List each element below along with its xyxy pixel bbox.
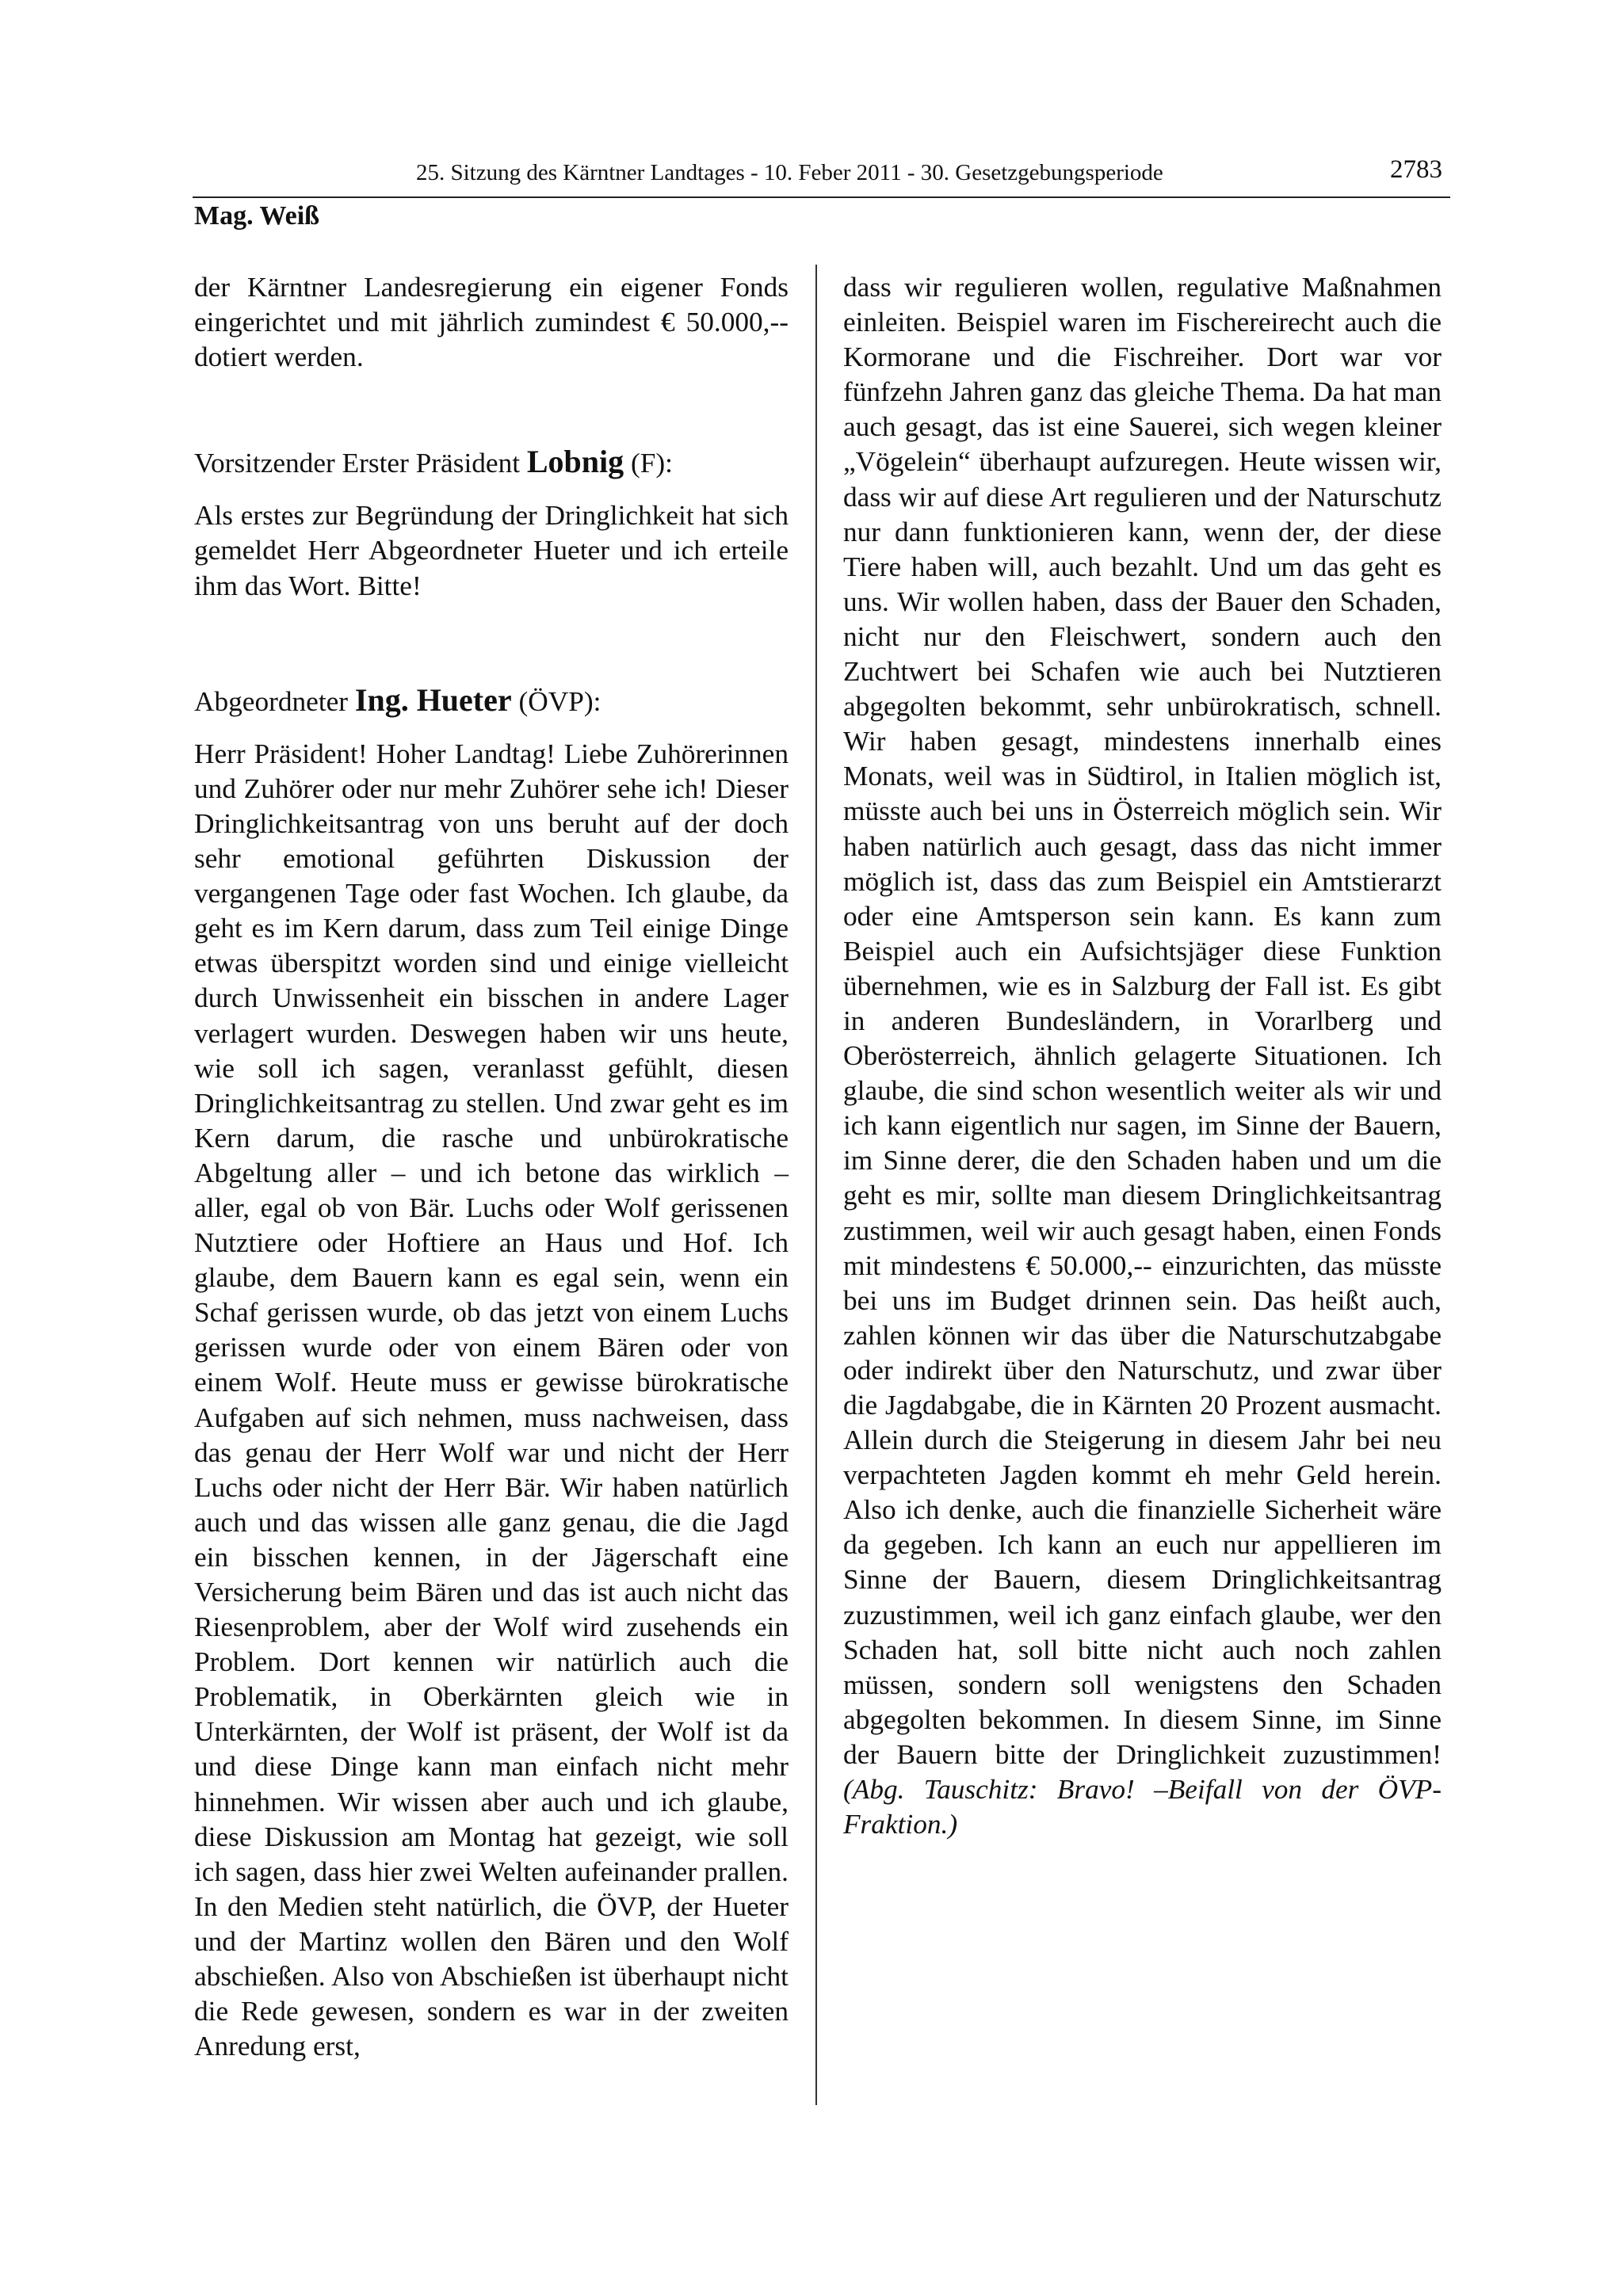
left-paragraph-3: Herr Präsident! Hoher Landtag! Liebe Zuhörerinnen und Zuhörer oder nur mehr Zuhörer sehe ich! Dieser Dringlichkeitsantrag von uns beruht auf der doch sehr emotional geführten Diskussion der vergangenen Tage oder fast Wochen. Ich glaube, da geht es im Kern darum, dass zum Teil einige Dinge etwas überspitzt worden sind und einige vielleicht durch Unwissenheit ein bisschen in andere Lager verlagert wurden. Deswegen haben wir uns heute, wie soll ich sagen, veranlasst gefühlt, diesen Dringlichkeitsantrag zu stellen. Und zwar geht es im Kern darum, die rasche und unbürokratische Abgeltung aller – und ich betone das wirklich – aller, egal ob von Bär. Luchs oder Wolf gerissenen Nutztiere oder Hoftiere an Haus und Hof. Ich glaube, dem Bauern kann es egal sein, wenn ein Schaf gerissen wurde, ob das jetzt von einem Luchs gerissen wurde oder von einem Bären oder von einem Wolf. Heute muss er gewisse bürokratische Aufgaben auf sich nehmen, muss nachweisen, dass das genau der Herr Wolf war und nicht der Herr Luchs oder nicht der Herr Bär. Wir haben natürlich auch und das wissen alle ganz genau, die die Jagd ein bisschen kennen, in der Jägerschaft eine Versicherung beim Bären und das ist auch nicht das Riesenproblem, aber der Wolf wird zusehends ein Problem. Dort kennen wir natürlich auch die Problematik, in Oberkärnten gleich wie in Unterkärnten, der Wolf ist präsent, der Wolf ist da und diese Dinge kann man einfach nicht mehr hinnehmen. Wir wissen aber auch und ich glaube, diese Diskussion am Montag hat gezeigt, wie soll ich sagen, dass hier zwei Welten aufeinander prallen. In den Medien steht natürlich, die ÖVP, der Hueter und der Martinz wollen den Bären und den Wolf abschießen. Also von Abschießen ist überhaupt nicht die Rede gewesen, sondern es war in der zweiten Anredung erst, — [194, 738, 789, 2062]
speaker-prefix: Vorsitzender Erster Präsident — [194, 448, 527, 479]
left-column — [194, 270, 789, 2064]
speaker-heading-hueter — [194, 683, 789, 719]
right-paragraph-text: dass wir regulieren wollen, regulative Maßnahmen einleiten. Beispiel waren im Fischereirecht auch die Kormorane und die Fischreiher. Dort war vor fünfzehn Jahren ganz das gleiche Thema. Da hat man auch gesagt, das ist eine Sauerei, sich wegen kleiner „Vögelein“ überhaupt aufzuregen. Heute wissen wir, dass wir auf diese Art regulieren und der Naturschutz nur dann funktionieren kann, wenn der, der diese Tiere haben will, auch bezahlt. Und um das geht es uns. Wir wollen haben, dass der Bauer den Schaden, nicht nur den Fleischwert, sondern auch den Zuchtwert bei Schafen wie auch bei Nutztieren abgegolten bekommt, sehr unbürokratisch, schnell. Wir haben gesagt, mindestens innerhalb eines Monats, weil was in Südtirol, in Italien möglich ist, müsste auch bei uns in Österreich möglich sein. Wir haben natürlich auch gesagt, dass das nicht immer möglich ist, dass das zum Beispiel ein Amtstierarzt oder eine Amtsperson sein kann. Es kann zum Beispiel auch ein Aufsichtsjäger diese Funktion übernehmen, wie es in Salzburg der Fall ist. Es gibt in anderen Bundesländern, in Vorarlberg und Oberösterreich, ähnlich gelagerte Situationen. Ich glaube, die sind schon wesentlich weiter als wir und ich kann eigentlich nur sagen, im Sinne der Bauern, im Sinne derer, die den Schaden haben und um die geht es mir, sollte man diesem Dringlichkeitsantrag zustimmen, weil wir auch gesagt haben, einen Fonds mit mindestens € 50.000,-- einzurichten, das müsste bei uns im Budget drinnen sein. Das heißt auch, zahlen können wir das über die Naturschutzabgabe oder indirekt über den Naturschutz, und zwar über die Jagdabgabe, die in Kärnten 20 Prozent ausmacht. Allein durch die Steigerung in diesem Jahr bei neu verpachteten Jagden kommt eh mehr Geld herein. Also ich denke, auch die finanzielle Sicherheit wäre da gegeben. Ich kann an euch nur appellieren im Sinne der Bauern, diesem Dringlichkeitsantrag zuzustimmen, weil ich ganz einfach glaube, wer den Schaden hat, soll bitte nicht auch noch zahlen müssen, sondern soll wenigstens den Schaden abgegolten bekommen. In diesem Sinne, im Sinne der Bauern bitte der Dringlichkeit zuzustimmen! — [843, 272, 1442, 1770]
speaker-suffix: (ÖVP): — [511, 685, 601, 717]
top-speaker-label: Mag. Weiß — [194, 201, 320, 231]
speaker-prefix: Abgeordneter — [194, 685, 355, 717]
header-title: 25. Sitzung des Kärntner Landtages - 10. Feber 2011 - 30. Gesetzgebungsperiode — [416, 160, 1163, 185]
column-divider — [815, 265, 817, 2105]
speaker-suffix: (F): — [624, 448, 673, 479]
left-paragraph-2: Als erstes zur Begründung der Dringlichkeit hat sich gemeldet Herr Abgeordneter Hueter und ich erteile ihm das Wort. Bitte! — [194, 500, 789, 601]
speaker-name: Lobnig — [526, 444, 624, 480]
speaker-name: Ing. Hueter — [354, 681, 512, 718]
right-column — [843, 270, 1442, 1842]
page-number: 2783 — [1390, 155, 1442, 184]
right-paragraph-1 — [843, 270, 1442, 1842]
page-header — [193, 152, 1450, 198]
speaker-heading-lobnig — [194, 444, 789, 481]
interjection: (Abg. Tauschitz: Bravo! –Beifall von der ÖVP-Fraktion.) — [843, 1774, 1442, 1840]
left-paragraph-1: der Kärntner Landesregierung ein eigener Fonds eingerichtet und mit jährlich zumindest € 50.000,-- dotiert werden. — [194, 272, 789, 373]
